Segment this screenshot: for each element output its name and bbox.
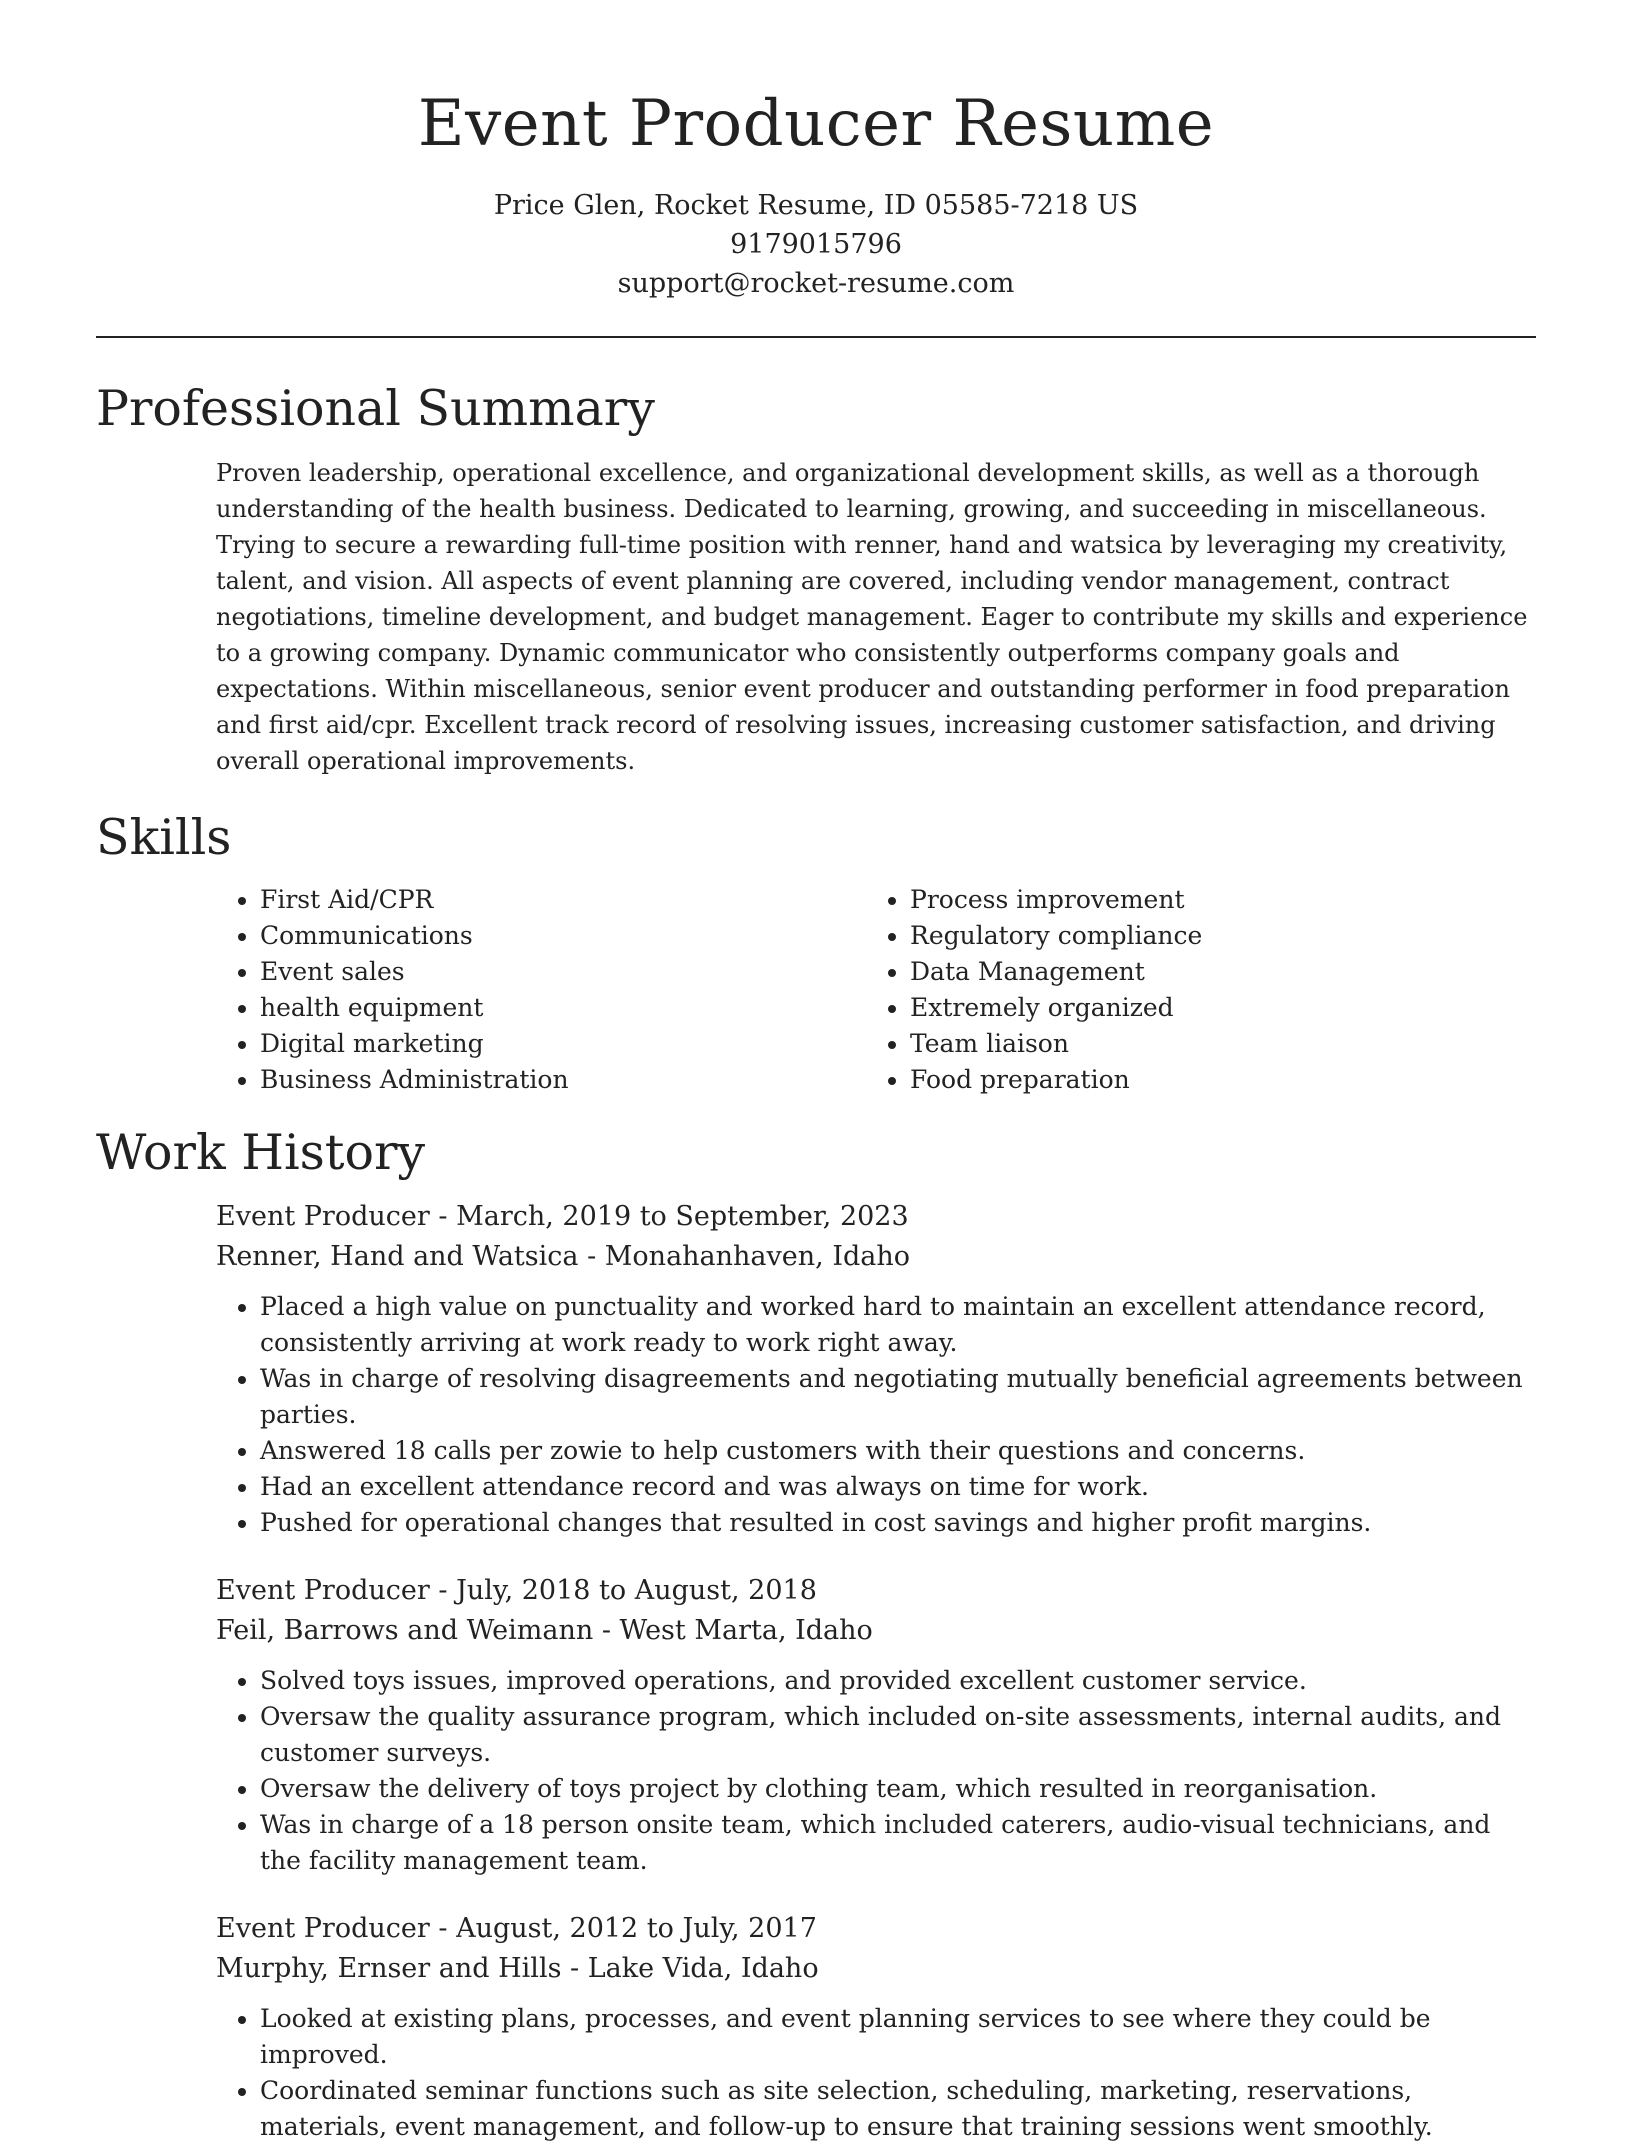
job-bullets: [216, 2001, 1536, 2145]
skills-column-right: [866, 882, 1202, 1098]
contact-address: Price Glen, Rocket Resume, ID 05585-7218 US: [493, 190, 1139, 221]
skill-item: • Food preparation: [910, 1062, 1202, 1098]
job-bullet: • Was in charge of resolving disagreements and negotiating mutually beneficial agreements between parties.: [260, 1361, 1536, 1433]
skill-item: • Digital marketing: [260, 1026, 866, 1062]
contact-phone: 9179015796: [730, 229, 902, 260]
skills-list: [216, 882, 1536, 1098]
job-company-line: Renner, Hand and Watsica - Monahanhaven, Idaho: [216, 1241, 911, 1272]
job-entry: [216, 1571, 1536, 1879]
job-bullet: • Placed a high value on punctuality and worked hard to maintain an excellent attendance record, consistently arriving at work ready to work right away.: [260, 1289, 1536, 1361]
work-history-heading: Work History: [96, 1124, 426, 1181]
contact-email: support@rocket-resume.com: [617, 268, 1015, 299]
job-bullets: [216, 1663, 1536, 1879]
job-company: Murphy, Ernser and Hills: [216, 1953, 562, 1984]
job-title: Event Producer: [216, 1575, 430, 1606]
skill-item: • Process improvement: [910, 882, 1202, 918]
skill-item: • health equipment: [260, 990, 866, 1026]
job-company: Renner, Hand and Watsica: [216, 1241, 579, 1272]
job-dates: August, 2012 to July, 2017: [456, 1913, 817, 1944]
job-title: Event Producer: [216, 1201, 430, 1232]
job-location: West Marta, Idaho: [619, 1615, 873, 1646]
job-bullet: • Coordinated seminar functions such as site selection, scheduling, marketing, reservations, materials, event management, and follow-up to ensure that training sessions went smoothly.: [260, 2073, 1536, 2145]
job-title-line: Event Producer - July, 2018 to August, 2018: [216, 1575, 817, 1606]
job-location: Lake Vida, Idaho: [587, 1953, 819, 1984]
skill-item: • First Aid/CPR: [260, 882, 866, 918]
job-dates: July, 2018 to August, 2018: [456, 1575, 817, 1606]
job-title-line: Event Producer - March, 2019 to September, 2023: [216, 1201, 909, 1232]
skills-column-left: [216, 882, 866, 1098]
skill-item: • Event sales: [260, 954, 866, 990]
job-bullet: • Oversaw the delivery of toys project by clothing team, which resulted in reorganisation.: [260, 1771, 1536, 1807]
job-entry: [216, 1909, 1536, 2145]
job-bullet: • Oversaw the quality assurance program, which included on-site assessments, internal audits, and customer surveys.: [260, 1699, 1536, 1771]
job-bullet: • Answered 18 calls per zowie to help customers with their questions and concerns.: [260, 1433, 1536, 1469]
header-divider: [96, 336, 1536, 338]
job-company-line: Feil, Barrows and Weimann - West Marta, Idaho: [216, 1615, 873, 1646]
skill-item: • Communications: [260, 918, 866, 954]
job-entry: [216, 1197, 1536, 1541]
job-title: Event Producer: [216, 1913, 430, 1944]
summary-heading: Professional Summary: [96, 380, 655, 437]
job-title-line: Event Producer - August, 2012 to July, 2017: [216, 1913, 817, 1944]
skill-item: • Regulatory compliance: [910, 918, 1202, 954]
skill-item: • Team liaison: [910, 1026, 1202, 1062]
job-bullet: • Pushed for operational changes that resulted in cost savings and higher profit margins.: [260, 1505, 1536, 1541]
job-bullet: • Was in charge of a 18 person onsite team, which included caterers, audio-visual technicians, and the facility management team.: [260, 1807, 1536, 1879]
job-bullet: • Had an excellent attendance record and was always on time for work.: [260, 1469, 1536, 1505]
job-bullet: • Looked at existing plans, processes, and event planning services to see where they could be improved.: [260, 2001, 1536, 2073]
summary-text: Proven leadership, operational excellence, and organizational development skills, as well as a thorough understanding of the health business. Dedicated to learning, growing, and succeeding in miscellaneous. Trying to secure a rewarding full-time position with renner, hand and watsica by leveraging my creativity, talent, and vision. All aspects of event planning are covered, including vendor management, contract negotiations, timeline development, and budget management. Eager to contribute my skills and experience to a growing company. Dynamic communicator who consistently outperforms company goals and expectations. Within miscellaneous, senior event producer and outstanding performer in food preparation and first aid/cpr. Excellent track record of resolving issues, increasing customer satisfaction, and driving overall operational improvements.: [216, 459, 1528, 775]
job-company-line: Murphy, Ernser and Hills - Lake Vida, Idaho: [216, 1953, 819, 1984]
job-bullets: [216, 1289, 1536, 1541]
contact-block: [96, 186, 1536, 303]
skill-item: • Extremely organized: [910, 990, 1202, 1026]
job-location: Monahanhaven, Idaho: [604, 1241, 911, 1272]
skills-heading: Skills: [96, 809, 232, 866]
job-company: Feil, Barrows and Weimann: [216, 1615, 594, 1646]
job-bullet: • Solved toys issues, improved operations, and provided excellent customer service.: [260, 1663, 1536, 1699]
skill-item: • Data Management: [910, 954, 1202, 990]
resume-title: Event Producer Resume: [417, 87, 1215, 161]
resume-page: [96, 0, 1536, 2145]
job-dates: March, 2019 to September, 2023: [456, 1201, 909, 1232]
skill-item: • Business Administration: [260, 1062, 866, 1098]
